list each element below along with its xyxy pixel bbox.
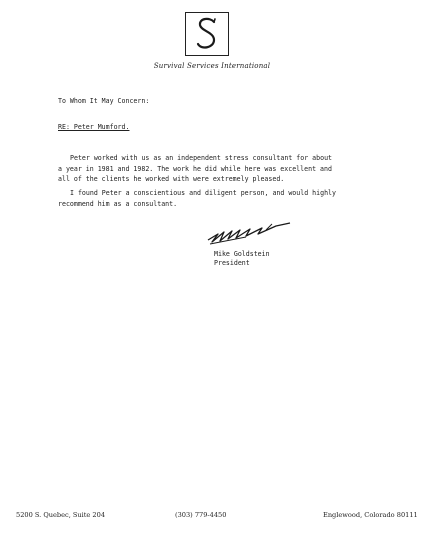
signer-block [214, 250, 270, 269]
handwritten-signature [206, 220, 296, 253]
footer-city: Englewood, Colorado 80111 [323, 511, 418, 519]
company-name: Survival Services International [153, 62, 271, 70]
footer-address: 5200 S. Quebec, Suite 204 [16, 511, 106, 519]
signer-name: Mike Goldstein [214, 250, 270, 258]
re-line: RE: Peter Mumford. [58, 123, 130, 131]
paragraph-1-line: all of the clients he worked with were extremely pleased. [58, 175, 285, 184]
paragraph-1 [58, 153, 378, 185]
salutation: To Whom It May Concern: [58, 97, 150, 105]
footer-phone: (303) 779-4450 [175, 511, 227, 519]
logo-s-glyph [192, 16, 222, 52]
paragraph-1-line: a year in 1981 and 1982. The work he did while here was excellent and [58, 164, 332, 173]
paragraph-2-line: recommend him as a consultant. [58, 199, 178, 208]
company-logo [185, 12, 229, 56]
signer-title: President [214, 259, 250, 268]
paragraph-2-line: I found Peter a conscientious and diligent person, and would highly [70, 189, 336, 197]
paragraph-2 [58, 188, 378, 209]
paragraph-1-line: Peter worked with us as an independent stress consultant for about [70, 154, 333, 162]
